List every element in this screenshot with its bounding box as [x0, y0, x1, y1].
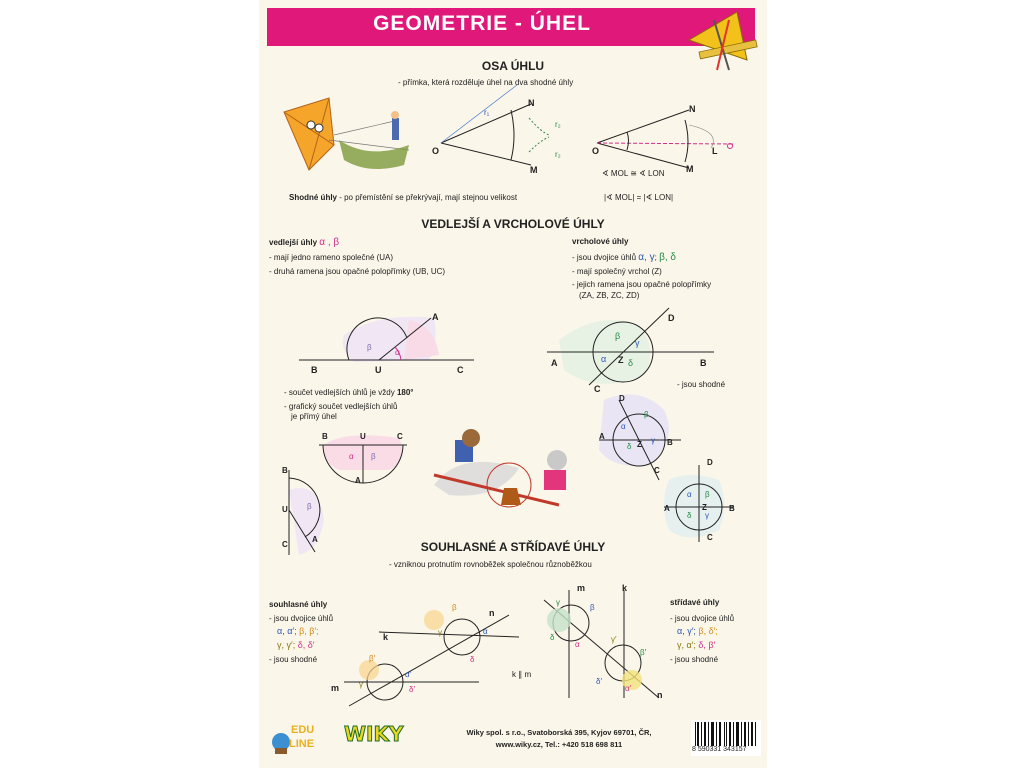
souhlasne-item-1: - jsou dvojice úhlů — [269, 614, 334, 623]
souhlasne-subtitle: - vzniknou protnutím rovnoběžek společnou různoběžkou — [389, 560, 592, 569]
st-alpha: α — [575, 640, 580, 649]
beta-vrcholove: β — [615, 331, 621, 341]
half-beta: β — [371, 452, 376, 461]
point-L: L — [712, 146, 718, 156]
st-gamma: γ — [556, 598, 560, 607]
point-O-1: O — [432, 146, 440, 156]
c1-B: B — [667, 438, 673, 447]
stridave-title: střídavé úhly — [670, 598, 720, 607]
c1-Z: Z — [637, 440, 642, 449]
alpha-label-vedlejsi: α — [395, 348, 400, 357]
footer-address: Wiky spol. s r.o., Svatoborská 395, Kyjov 69701, ČR, — [466, 728, 652, 737]
point-N-1: N — [528, 98, 535, 108]
quarter-beta: β — [307, 502, 312, 511]
half-U: U — [360, 432, 366, 441]
s-beta2: β′ — [369, 654, 376, 663]
point-M-2: M — [686, 164, 694, 174]
c2-A: A — [664, 504, 670, 513]
half-alpha: α — [349, 452, 354, 461]
c2-Z: Z — [702, 503, 707, 512]
point-D-vrcholove: D — [668, 313, 675, 323]
line-k-label: k — [383, 632, 389, 642]
quarter-A: A — [312, 535, 318, 544]
shodne-label: Shodné úhly — [289, 193, 337, 202]
vedlejsi-title: vedlejší úhly — [269, 238, 318, 247]
souhlasne-pairs-2: γ, γ′; δ, δ′ — [277, 640, 315, 650]
point-A-vedlejsi: A — [432, 312, 439, 322]
st-beta2: β′ — [640, 648, 647, 657]
point-N-2: N — [689, 104, 696, 114]
line-n-label: n — [489, 608, 495, 618]
souhlasne-shodne: - jsou shodné — [269, 655, 318, 664]
point-C-vrcholove: C — [594, 384, 601, 394]
st-line-n: n — [657, 690, 663, 700]
vedlejsi-sum: - součet vedlejších úhlů je vždy 180° — [284, 388, 414, 397]
st-alpha2: α′ — [625, 684, 632, 693]
vrcholove-item-1: - jsou dvojice úhlů α, γ; β, δ — [572, 252, 676, 263]
vedlejsi-graphic-2: je přímý úhel — [291, 412, 337, 421]
parallel-text: k ∥ m — [512, 670, 532, 679]
point-A-vrcholove: A — [551, 358, 558, 368]
st-delta: δ — [550, 633, 555, 642]
wiky-logo: WIKY — [344, 722, 404, 746]
vrcholove-shodne: - jsou shodné — [677, 380, 726, 389]
c2-alpha: α — [687, 490, 692, 499]
vrcholove-item-3b: (ZA, ZB, ZC, ZD) — [579, 291, 640, 300]
c2-delta: δ — [687, 511, 692, 520]
worksheet-page — [259, 0, 767, 768]
line-logo-text: LINE — [289, 738, 315, 750]
point-U-vedlejsi: U — [375, 365, 382, 375]
point-Z-vrcholove: Z — [618, 355, 624, 365]
r2-label-bottom: r₂ — [555, 150, 561, 159]
r2-label-top: r₂ — [555, 120, 561, 129]
page-title: GEOMETRIE - ÚHEL — [373, 12, 591, 35]
c1-gamma: γ — [651, 436, 655, 445]
vedlejsi-item-1: - mají jedno rameno společné (UA) — [269, 253, 394, 262]
c2-C: C — [707, 533, 713, 542]
souhlasne-pairs-1: α, α′; β, β′; — [277, 626, 319, 636]
beta-label-vedlejsi: β — [367, 343, 372, 352]
vedlejsi-graphic-1: - grafický součet vedlejších úhlů — [284, 402, 398, 411]
alpha-vrcholove: α — [601, 354, 607, 364]
stridave-shodne: - jsou shodné — [670, 655, 719, 664]
edu-logo-text: EDU — [291, 724, 315, 736]
delta-vrcholove: δ — [628, 358, 634, 368]
st-beta: β — [590, 603, 595, 612]
shodne-text: - po přemístění se překrývají, mají stejnou velikost — [337, 193, 518, 202]
st-gamma2: γ′ — [611, 635, 617, 644]
point-B-vedlejsi: B — [311, 365, 318, 375]
vrcholove-title: vrcholové úhly — [572, 237, 629, 246]
barcode-number: 8 590331 343157 — [692, 746, 747, 753]
quarter-B: B — [282, 466, 288, 475]
st-line-k: k — [622, 583, 628, 593]
vrcholove-item-3: - jejich ramena jsou opačné polopřímky — [572, 280, 712, 289]
s-beta: β — [452, 603, 457, 612]
section-heading-souhlasne: SOUHLASNÉ A STŘÍDAVÉ ÚHLY — [420, 540, 606, 554]
st-line-m: m — [577, 583, 586, 593]
gamma-vrcholove: γ — [635, 338, 640, 348]
c2-D: D — [707, 458, 713, 467]
half-C: C — [397, 432, 403, 441]
c1-D: D — [619, 394, 625, 403]
section-heading-vedlejsi: VEDLEJŠÍ A VRCHOLOVÉ ÚHLY — [421, 217, 605, 231]
c1-A: A — [599, 432, 605, 441]
c1-delta: δ — [627, 442, 632, 451]
half-A: A — [355, 476, 361, 485]
s-alpha2: α′ — [405, 670, 412, 679]
s-gamma2: γ′ — [359, 680, 365, 689]
osa-definition: - přímka, která rozděluje úhel na dva shodné úhly — [398, 78, 574, 87]
s-gamma: γ — [438, 628, 442, 637]
vedlejsi-greek: α , β — [319, 237, 340, 248]
st-delta2: δ′ — [596, 677, 602, 686]
c1-beta: β — [644, 410, 649, 419]
s-delta: δ — [470, 655, 475, 664]
stridave-item-1: - jsou dvojice úhlů — [670, 614, 735, 623]
c2-beta: β — [705, 490, 710, 499]
line-m-label: m — [331, 683, 340, 693]
souhlasne-title: souhlasné úhly — [269, 600, 328, 609]
c1-alpha: α — [621, 422, 626, 431]
s-delta2: δ′ — [409, 685, 415, 694]
point-O-2: O — [592, 146, 600, 156]
c2-gamma: γ — [705, 511, 709, 520]
stridave-pairs-1: α, γ′; β, δ′; — [677, 626, 718, 636]
s-alpha: α — [483, 627, 488, 636]
equality-text: |∢ MOL| = |∢ LON| — [604, 193, 674, 202]
point-C-vedlejsi: C — [457, 365, 464, 375]
section-heading-osa: OSA ÚHLU — [481, 59, 545, 73]
stridave-pairs-2: γ, α′; δ, β′ — [677, 640, 716, 650]
c2-B: B — [729, 504, 735, 513]
seesaw-illustration — [434, 429, 567, 507]
quarter-U: U — [282, 505, 288, 514]
footer-contact: www.wiky.cz, Tel.: +420 518 698 811 — [495, 740, 623, 749]
c1-C: C — [654, 466, 660, 475]
point-B-vrcholove: B — [700, 358, 707, 368]
vedlejsi-item-2: - druhá ramena jsou opačné polopřímky (UB, UC) — [269, 267, 446, 276]
r1-label: r₁ — [484, 108, 490, 117]
half-B: B — [322, 432, 328, 441]
congruence-text: ∢ MOL ≅ ∢ LON — [602, 169, 665, 178]
vrcholove-item-2: - mají společný vrchol (Z) — [572, 267, 662, 276]
quarter-C: C — [282, 540, 288, 549]
point-M-1: M — [530, 165, 538, 175]
